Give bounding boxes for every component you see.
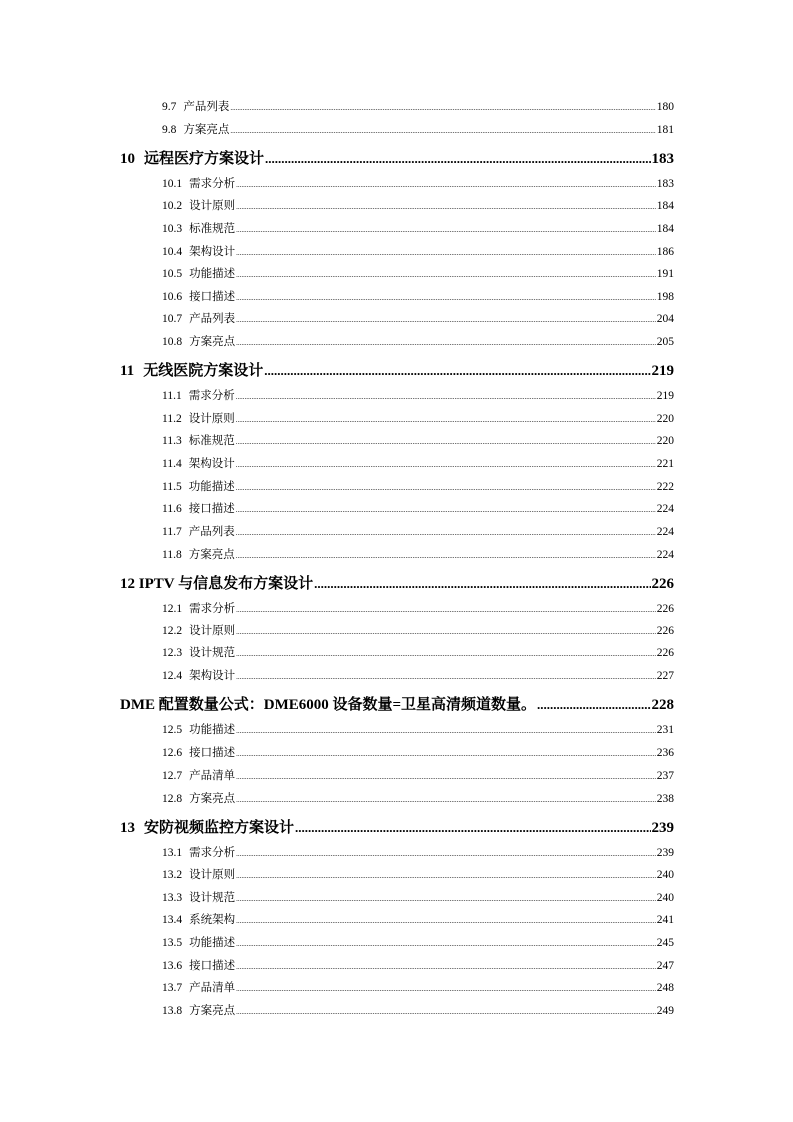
toc-entry-title: 安防视频监控方案设计 xyxy=(144,820,295,836)
toc-dot-leader xyxy=(236,271,656,279)
toc-dot-leader xyxy=(236,917,656,925)
toc-entry-number: 13.2 xyxy=(162,869,183,881)
toc-entry-title: 方案亮点 xyxy=(183,124,230,136)
toc-dot-leader xyxy=(236,484,656,492)
toc-dot-leader xyxy=(236,249,656,257)
toc-dot-leader xyxy=(236,673,656,681)
toc-dot-leader xyxy=(236,850,656,858)
toc-dot-leader xyxy=(236,393,656,401)
toc-page-number: 183 xyxy=(651,151,674,167)
toc-entry-number: 12.3 xyxy=(162,647,183,659)
toc-dot-leader xyxy=(236,438,656,446)
toc-page-number: 226 xyxy=(651,576,674,592)
toc-dot-leader xyxy=(236,316,656,324)
toc-dot-leader xyxy=(236,461,656,469)
toc-dot-leader xyxy=(236,606,656,614)
toc-dot-leader xyxy=(236,1008,656,1016)
toc-page-number: 205 xyxy=(656,336,674,348)
toc-entry-number: 13.1 xyxy=(162,847,183,859)
toc-page-number: 245 xyxy=(656,937,674,949)
toc-entry-number: 11.2 xyxy=(162,413,182,425)
toc-entry-number: 11 xyxy=(120,363,135,379)
toc-entry-number: 13.8 xyxy=(162,1005,183,1017)
toc-entry-title: 功能描述 xyxy=(188,481,235,493)
toc-entry-title: 功能描述 xyxy=(189,268,236,280)
toc-entry-title: 产品清单 xyxy=(189,770,236,782)
toc-entry-number: 10.7 xyxy=(162,313,183,325)
toc-page-number: 181 xyxy=(656,124,674,136)
toc-entry-title: 产品列表 xyxy=(188,526,235,538)
toc-section-entry[interactable] xyxy=(162,546,674,564)
toc-entry-number: 13 xyxy=(120,820,135,836)
toc-entry-title: 12 IPTV 与信息发布方案设计 xyxy=(120,576,314,592)
toc-entry-number: 12.6 xyxy=(162,747,183,759)
toc-dot-leader xyxy=(230,127,655,135)
toc-page-number: 224 xyxy=(656,503,674,515)
toc-entry-title: 设计原则 xyxy=(189,200,236,212)
toc-page-number: 221 xyxy=(656,458,674,470)
toc-section-entry[interactable] xyxy=(162,767,674,785)
toc-section-entry[interactable] xyxy=(162,265,674,283)
toc-entry-number: 11.5 xyxy=(162,481,182,493)
toc-section-entry[interactable] xyxy=(162,175,674,193)
toc-entry-number: 10.1 xyxy=(162,178,183,190)
toc-entry-number: 13.3 xyxy=(162,892,183,904)
toc-section-entry[interactable] xyxy=(162,197,674,215)
toc-chapter-entry[interactable] xyxy=(120,147,674,169)
toc-page-number: 183 xyxy=(656,178,674,190)
toc-page-number: 241 xyxy=(656,914,674,926)
toc-section-entry[interactable] xyxy=(162,721,674,739)
toc-dot-leader xyxy=(236,416,656,424)
toc-dot-leader xyxy=(230,104,655,112)
toc-section-entry[interactable] xyxy=(162,644,674,662)
toc-page-number: 222 xyxy=(656,481,674,493)
toc-entry-title: 接口描述 xyxy=(189,960,236,972)
toc-entry-title: 方案亮点 xyxy=(189,336,236,348)
toc-section-entry[interactable] xyxy=(162,387,674,405)
toc-entry-title: 功能描述 xyxy=(189,724,236,736)
toc-entry-number: 11.6 xyxy=(162,503,182,515)
toc-entry-number: 11.1 xyxy=(162,390,182,402)
toc-page-number: 219 xyxy=(656,390,674,402)
toc-section-entry[interactable] xyxy=(162,600,674,618)
toc-dot-leader xyxy=(236,294,656,302)
toc-entry-title: 无线医院方案设计 xyxy=(143,363,264,379)
toc-page-number: 239 xyxy=(656,847,674,859)
toc-section-entry[interactable] xyxy=(162,934,674,952)
toc-entry-title: 架构设计 xyxy=(189,246,236,258)
toc-dot-leader xyxy=(236,628,656,636)
toc-page-number: 184 xyxy=(656,223,674,235)
toc-section-entry[interactable] xyxy=(162,1002,674,1020)
toc-entry-number: 11.4 xyxy=(162,458,182,470)
toc-page-number: 226 xyxy=(656,603,674,615)
toc-entry-number: 12.4 xyxy=(162,670,183,682)
toc-entry-title: 标准规范 xyxy=(188,435,235,447)
toc-section-entry[interactable] xyxy=(162,523,674,541)
toc-page-number: 220 xyxy=(656,413,674,425)
toc-page-number: 228 xyxy=(651,697,674,713)
toc-entry-title: 架构设计 xyxy=(189,670,236,682)
toc-entry-number: 10.2 xyxy=(162,200,183,212)
toc-dot-leader xyxy=(236,529,656,537)
toc-entry-title: 设计规范 xyxy=(189,647,236,659)
toc-chapter-entry[interactable] xyxy=(120,816,674,838)
toc-entry-number: 11.3 xyxy=(162,435,182,447)
toc-page-number: 231 xyxy=(656,724,674,736)
toc-entry-title: 标准规范 xyxy=(189,223,236,235)
toc-entry-title: 方案亮点 xyxy=(188,549,235,561)
toc-entry-number: 9.7 xyxy=(162,101,177,113)
toc-entry-title: 接口描述 xyxy=(189,747,236,759)
toc-entry-title: 产品列表 xyxy=(189,313,236,325)
toc-dot-leader xyxy=(236,750,656,758)
toc-entry-number: 10 xyxy=(120,151,135,167)
toc-entry-title: 远程医疗方案设计 xyxy=(144,151,265,167)
toc-section-entry[interactable] xyxy=(162,243,674,261)
toc-dot-leader xyxy=(236,181,656,189)
toc-dot-leader xyxy=(295,820,650,836)
toc-entry-title: 需求分析 xyxy=(189,847,236,859)
toc-entry-title: 设计原则 xyxy=(188,413,235,425)
toc-entry-number: 13.6 xyxy=(162,960,183,972)
toc-section-entry[interactable] xyxy=(162,744,674,762)
toc-dot-leader xyxy=(236,552,656,560)
toc-page-number: 204 xyxy=(656,313,674,325)
toc-entry-title: 设计规范 xyxy=(189,892,236,904)
toc-dot-leader xyxy=(236,963,656,971)
toc-entry-number: 12.7 xyxy=(162,770,183,782)
toc-entry-number: 12.2 xyxy=(162,625,183,637)
toc-entry-title: 架构设计 xyxy=(188,458,235,470)
toc-page-number: 180 xyxy=(656,101,674,113)
toc-section-entry[interactable] xyxy=(162,455,674,473)
toc-entry-title: 接口描述 xyxy=(188,503,235,515)
toc-page-number: 236 xyxy=(656,747,674,759)
toc-entry-title: 功能描述 xyxy=(189,937,236,949)
toc-page-number: 219 xyxy=(651,363,674,379)
toc-dot-leader xyxy=(264,363,650,379)
toc-entry-number: 13.4 xyxy=(162,914,183,926)
toc-section-entry[interactable] xyxy=(162,220,674,238)
toc-chapter-entry[interactable] xyxy=(120,359,674,381)
toc-entry-number: 12.8 xyxy=(162,793,183,805)
toc-entry-title: 产品清单 xyxy=(189,982,236,994)
toc-entry-number: 11.7 xyxy=(162,526,182,538)
toc-section-entry[interactable] xyxy=(162,844,674,862)
toc-entry-number: 10.4 xyxy=(162,246,183,258)
toc-dot-leader xyxy=(236,339,656,347)
toc-entry-title: 方案亮点 xyxy=(189,1005,236,1017)
toc-section-entry[interactable] xyxy=(162,478,674,496)
toc-entry-title: 设计原则 xyxy=(189,869,236,881)
toc-entry-title: 需求分析 xyxy=(188,390,235,402)
toc-section-entry[interactable] xyxy=(162,866,674,884)
toc-section-entry[interactable] xyxy=(162,911,674,929)
toc-page-number: 238 xyxy=(656,793,674,805)
toc-dot-leader xyxy=(236,940,656,948)
toc-dot-leader xyxy=(236,506,656,514)
toc-page-number: 248 xyxy=(656,982,674,994)
toc-page-number: 226 xyxy=(656,625,674,637)
toc-entry-number: 10.5 xyxy=(162,268,183,280)
toc-entry-number: 10.6 xyxy=(162,291,183,303)
toc-section-entry[interactable] xyxy=(162,333,674,351)
toc-section-entry[interactable] xyxy=(162,790,674,808)
toc-dot-leader xyxy=(236,650,656,658)
toc-entry-title: 产品列表 xyxy=(183,101,230,113)
toc-page-number: 237 xyxy=(656,770,674,782)
toc-dot-leader xyxy=(236,226,656,234)
toc-section-entry[interactable] xyxy=(162,310,674,328)
toc-dot-leader xyxy=(236,985,656,993)
toc-section-entry[interactable] xyxy=(162,288,674,306)
toc-dot-leader xyxy=(236,773,656,781)
toc-entry-number: 12.5 xyxy=(162,724,183,736)
toc-page-number: 240 xyxy=(656,892,674,904)
toc-dot-leader xyxy=(537,697,650,713)
toc-chapter-entry[interactable] xyxy=(120,693,674,715)
toc-dot-leader xyxy=(236,796,656,804)
toc-dot-leader xyxy=(236,872,656,880)
toc-entry-number: 13.5 xyxy=(162,937,183,949)
toc-entry-number: 10.8 xyxy=(162,336,183,348)
toc-page-number: 186 xyxy=(656,246,674,258)
toc-section-entry[interactable] xyxy=(162,889,674,907)
toc-page-number: 240 xyxy=(656,869,674,881)
toc-section-entry[interactable] xyxy=(162,98,674,116)
toc-section-entry[interactable] xyxy=(162,500,674,518)
toc-section-entry[interactable] xyxy=(162,667,674,685)
toc-page-number: 224 xyxy=(656,526,674,538)
toc-page-number: 224 xyxy=(656,549,674,561)
toc-entry-number: 13.7 xyxy=(162,982,183,994)
toc-page-number: 249 xyxy=(656,1005,674,1017)
toc-section-entry[interactable] xyxy=(162,410,674,428)
toc-page-number: 220 xyxy=(656,435,674,447)
toc-entry-title: 需求分析 xyxy=(189,178,236,190)
toc-dot-leader xyxy=(236,727,656,735)
toc-page-number: 191 xyxy=(656,268,674,280)
toc-page-number: 184 xyxy=(656,200,674,212)
toc-dot-leader xyxy=(314,576,650,592)
toc-entry-title: DME 配置数量公式：DME6000 设备数量=卫星高清频道数量。 xyxy=(120,697,537,713)
toc-dot-leader xyxy=(236,895,656,903)
toc-dot-leader xyxy=(236,203,656,211)
toc-page-number: 247 xyxy=(656,960,674,972)
toc-entry-number: 11.8 xyxy=(162,549,182,561)
toc-entry-title: 需求分析 xyxy=(189,603,236,615)
toc-section-entry[interactable] xyxy=(162,957,674,975)
toc-page-number: 239 xyxy=(651,820,674,836)
toc-page-number: 226 xyxy=(656,647,674,659)
toc-chapter-entry[interactable] xyxy=(120,572,674,594)
toc-entry-title: 系统架构 xyxy=(189,914,236,926)
toc-entry-number: 9.8 xyxy=(162,124,177,136)
toc-section-entry[interactable] xyxy=(162,121,674,139)
toc-entry-number: 12.1 xyxy=(162,603,183,615)
toc-page-number: 198 xyxy=(656,291,674,303)
toc-section-entry[interactable] xyxy=(162,432,674,450)
toc-page-number: 227 xyxy=(656,670,674,682)
toc-entry-title: 方案亮点 xyxy=(189,793,236,805)
toc-entry-title: 接口描述 xyxy=(189,291,236,303)
toc-entry-title: 设计原则 xyxy=(189,625,236,637)
toc-section-entry[interactable] xyxy=(162,979,674,997)
toc-entry-number: 10.3 xyxy=(162,223,183,235)
toc-section-entry[interactable] xyxy=(162,622,674,640)
toc-dot-leader xyxy=(265,151,650,167)
